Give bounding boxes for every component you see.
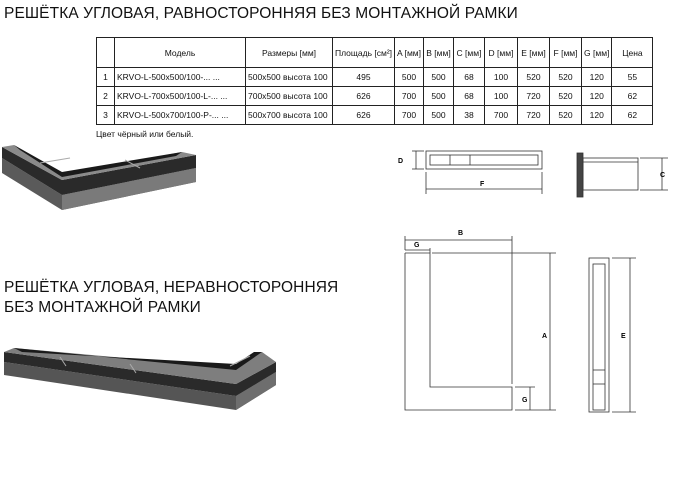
table-row: 1 KRVO-L-500x500/100-... ... 500x500 высота 100 495 500 500 68 100 520 520 120 55	[97, 68, 653, 87]
product-photo-non-equilateral	[4, 348, 276, 410]
drawing-long-side-view	[589, 258, 636, 412]
col-g: G [мм]	[582, 38, 612, 68]
col-a: A [мм]	[395, 38, 424, 68]
dim-label-f: F	[480, 181, 485, 188]
col-model: Модель	[115, 38, 246, 68]
dim-label-e: E	[621, 333, 626, 340]
drawing-end-view	[577, 153, 668, 197]
col-c: C [мм]	[454, 38, 485, 68]
dim-label-d: D	[398, 158, 404, 165]
title-equilateral: РЕШЁТКА УГЛОВАЯ, РАВНОСТОРОННЯЯ БЕЗ МОНТАЖНОЙ РАМКИ	[4, 5, 518, 22]
col-price: Цена	[612, 38, 653, 68]
table-row: 3 KRVO-L-500x700/100-P-... ... 500x700 высота 100 626 700 500 38 700 720 520 120 62	[97, 106, 653, 125]
dim-label-g-bottom: G	[522, 397, 528, 404]
col-d: D [мм]	[485, 38, 518, 68]
dim-label-g-top: G	[414, 242, 420, 249]
color-note: Цвет чёрный или белый.	[96, 129, 194, 139]
dim-label-c: C	[660, 172, 666, 179]
table-row: 2 KRVO-L-700x500/100-L-... ... 700x500 высота 100 626 700 500 68 100 720 520 120 62	[97, 87, 653, 106]
col-area: Площадь [см²]	[333, 38, 395, 68]
drawing-plan-view	[405, 236, 556, 410]
col-b: B [мм]	[424, 38, 454, 68]
product-photo-equilateral	[2, 145, 196, 210]
col-e: E [мм]	[518, 38, 550, 68]
dim-label-a: A	[542, 333, 548, 340]
col-f: F [мм]	[550, 38, 582, 68]
dim-label-b: B	[458, 230, 464, 237]
col-size: Размеры [мм]	[246, 38, 333, 68]
title-non-equilateral: РЕШЁТКА УГЛОВАЯ, НЕРАВНОСТОРОННЯЯ БЕЗ МОНТАЖНОЙ РАМКИ	[4, 279, 339, 316]
drawing-side-view	[412, 151, 542, 194]
